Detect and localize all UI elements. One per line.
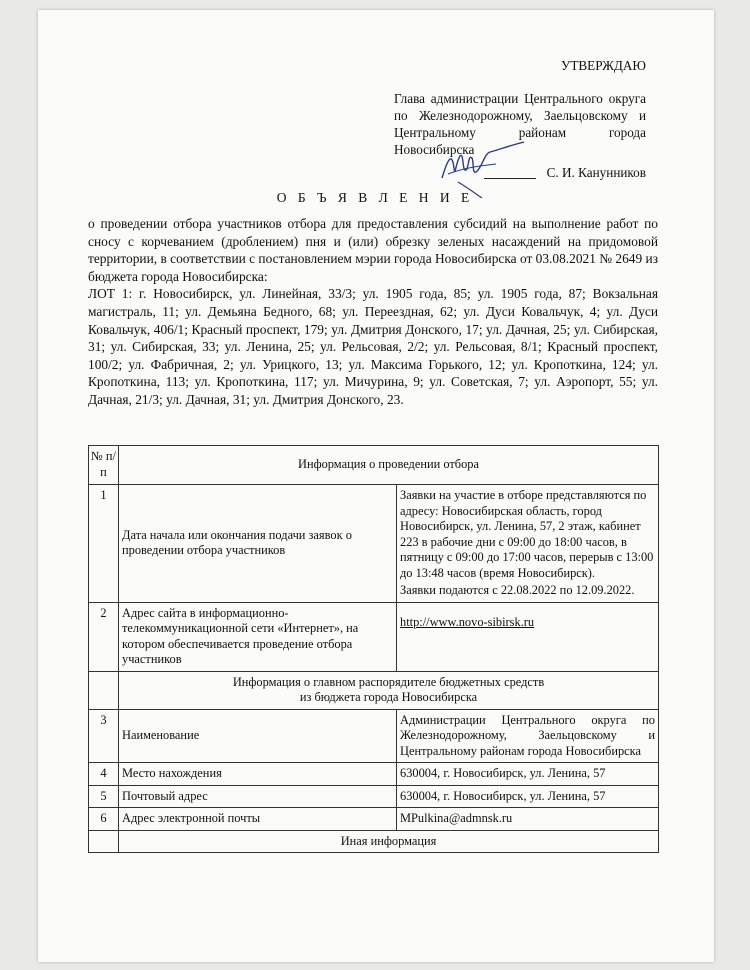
row-num: 6	[89, 808, 119, 831]
approval-position: Глава администрации Центрального округа по Железнодорожному, Заельцовскому и Центральному районам города Новосибирска	[394, 91, 646, 157]
table-section-row	[89, 830, 659, 853]
table-row	[89, 763, 659, 786]
row-label: Адрес электронной почты	[119, 808, 397, 831]
website-link[interactable]: http://www.novo-sibirsk.ru	[400, 614, 535, 629]
section-num-empty	[89, 830, 119, 853]
header-info: Информация о проведении отбора	[119, 446, 659, 485]
row-label: Место нахождения	[119, 763, 397, 786]
table-row	[89, 485, 659, 603]
row-label: Наименование	[119, 709, 397, 763]
row-num: 5	[89, 785, 119, 808]
selection-info-table	[88, 445, 659, 853]
row-value-text: Заявки на участие в отборе представляются по адресу: Новосибирская область, город Новосибирск, ул. Ленина, 57, 2 этаж, кабинет 223 в рабочие дни с 09:00 до 18:00 часов, в пятницу с 09:00 до 17:00 часов, перерыв с 13:00 до 13:48 часов (время Новосибирск).	[400, 488, 654, 580]
table-header-row	[89, 446, 659, 485]
notice-body	[88, 215, 658, 409]
row-value-dates: Заявки подаются с 22.08.2022 по 12.09.2022.	[400, 583, 635, 597]
row-value	[397, 602, 659, 671]
row-num: 4	[89, 763, 119, 786]
table-row	[89, 808, 659, 831]
notice-intro: о проведении отбора участников отбора для предоставления субсидий на выполнение работ по сносу с корчеванием (дроблением) пня и (или) обрезку зеленых насаждений на придомовой территории, в соответствии с постановлением мэрии города Новосибирска от 03.08.2021 № 2649 из бюджета города Новосибирска:	[88, 216, 658, 284]
row-num: 1	[89, 485, 119, 603]
header-num: № п/п	[89, 446, 119, 485]
row-value: MPulkina@admnsk.ru	[397, 808, 659, 831]
row-num: 3	[89, 709, 119, 763]
section-heading-line1: Информация о главном распорядителе бюджетных средств	[232, 674, 545, 689]
signatory-name: С. И. Канунников	[546, 165, 646, 180]
row-label: Почтовый адрес	[119, 785, 397, 808]
table-section-row	[89, 671, 659, 709]
row-label: Адрес сайта в информационно-телекоммуникационной сети «Интернет», на котором обеспечивается проведение отбора участников	[119, 602, 397, 671]
row-value: 630004, г. Новосибирск, ул. Ленина, 57	[397, 785, 659, 808]
row-value: Администрации Центрального округа по Железнодорожному, Заельцовскому и Центральному районам города Новосибирска	[397, 709, 659, 763]
row-num: 2	[89, 602, 119, 671]
section-num-empty	[89, 671, 119, 709]
approval-heading: УТВЕРЖДАЮ	[560, 58, 646, 73]
section-heading-line2: из бюджета города Новосибирска	[299, 690, 478, 704]
notice-title: О Б Ъ Я В Л Е Н И Е	[276, 190, 474, 205]
row-value	[397, 485, 659, 603]
table-row	[89, 602, 659, 671]
table-row	[89, 709, 659, 763]
row-value: 630004, г. Новосибирск, ул. Ленина, 57	[397, 763, 659, 786]
section-other-info: Иная информация	[119, 830, 659, 853]
section-heading	[119, 671, 659, 709]
notice-lot: ЛОТ 1: г. Новосибирск, ул. Линейная, 33/3; ул. 1905 года, 85; ул. 1905 года, 87; Вокзальная магистраль, 11; ул. Демьяна Бедного, 68; ул. Переездная, 62; ул. Дуси Ковальчук, 4; ул. Дуси Ковальчук, 406/1; Красный проспект, 179; ул. Дмитрия Донского, 17; ул. Дачная, 25; ул. Сибирская, 31; ул. Сибирская, 33; ул. Ленина, 25; ул. Рельсовая, 2/2; ул. Рельсовая, 8/1; Красный проспект, 100/2; ул. Фабричная, 2; ул. Урицкого, 13; ул. Максима Горького, 12; ул. Кропоткина, 124; ул. Кропоткина, 113; ул. Кропоткина, 117; ул. Мичурина, 9; ул. Советская, 7; ул. Аэропорт, 55; ул. Дачная, 21/3; ул. Дачная, 31; ул. Дмитрия Донского, 23.	[88, 286, 658, 407]
row-label: Дата начала или окончания подачи заявок о проведении отбора участников	[119, 485, 397, 603]
table-row	[89, 785, 659, 808]
